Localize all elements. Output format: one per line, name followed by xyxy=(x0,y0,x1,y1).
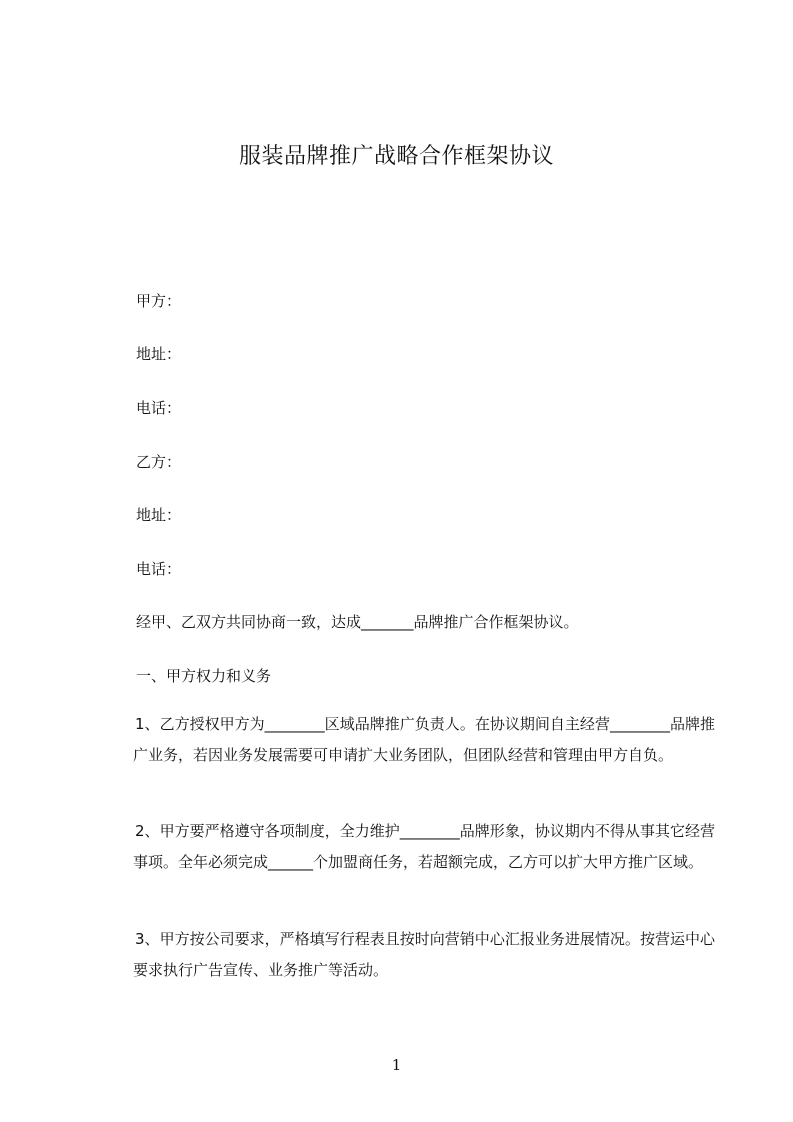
party-b-phone-label: 电话： xyxy=(136,560,182,578)
party-b-address-label: 地址： xyxy=(136,506,182,524)
document-title: 服装品牌推广战略合作框架协议 xyxy=(238,144,554,169)
party-a-address-label: 地址： xyxy=(136,345,182,363)
clause-2: 2、甲方要严格遵守各项制度，全力维护________品牌形象，协议期内不得从事其它经营事项。全年必须完成______个加盟商任务，若超额完成，乙方可以扩大甲方推广区域。 xyxy=(133,822,715,871)
clause-3: 3、甲方按公司要求，严格填写行程表且按时向营销中心汇报业务进展情况。按营运中心要求执行广告宣传、业务推广等活动。 xyxy=(133,930,715,979)
section-1-heading: 一、甲方权力和义务 xyxy=(136,667,272,685)
intro-paragraph: 经甲、乙双方共同协商一致，达成_______品牌推广合作框架协议。 xyxy=(136,613,579,631)
page-number: 1 xyxy=(391,1056,402,1074)
clause-1: 1、乙方授权甲方为________区域品牌推广负责人。在协议期间自主经营________品牌推广业务，若因业务发展需要可申请扩大业务团队，但团队经营和管理由甲方自负。 xyxy=(133,715,715,764)
party-a-label: 甲方： xyxy=(136,292,182,310)
party-b-label: 乙方： xyxy=(136,453,182,471)
party-a-phone-label: 电话： xyxy=(136,399,182,417)
